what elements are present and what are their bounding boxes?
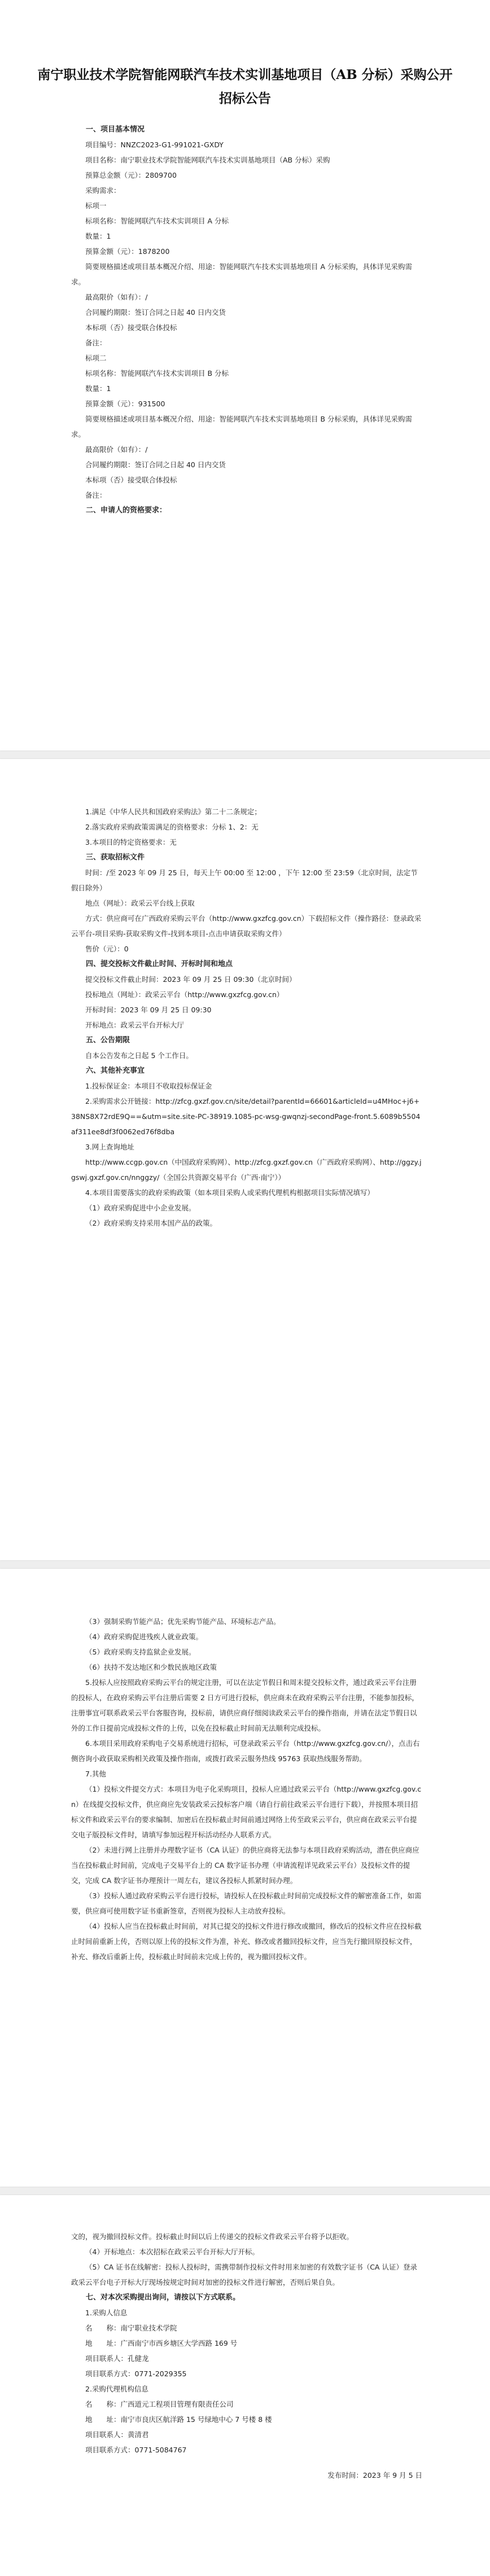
paragraph: 简要规格描述或项目基本概况介绍、用途：智能网联汽车技术实训基地项目 A 分标采购，具体详见采购需求。 bbox=[71, 262, 412, 286]
paragraph: 7.其他 bbox=[85, 1770, 106, 1778]
paragraph: 开标时间：2023 年 09 月 25 日 09:30 bbox=[85, 1006, 212, 1014]
paragraph: （6）扶持不发达地区和少数民族地区政策 bbox=[85, 1663, 217, 1671]
page-4-content bbox=[71, 2229, 422, 2483]
section-heading: 五、公告期限 bbox=[86, 1036, 130, 1045]
paragraph: 名 称：南宁职业技术学院 bbox=[85, 2324, 177, 2332]
paragraph: （4）政府采购促进残疾人就业政策。 bbox=[85, 1633, 203, 1641]
paragraph: 2.采购代理机构信息 bbox=[85, 2385, 148, 2393]
paragraph: 标项二 bbox=[85, 354, 107, 362]
page-1-content bbox=[71, 122, 422, 518]
paragraph: 提交投标文件截止时间：2023 年 09 月 25 日 09:30（北京时间） bbox=[85, 975, 296, 984]
paragraph: 预算总金额（元）：2809700 bbox=[85, 171, 177, 179]
paragraph: 文的，视为撤回投标文件。投标截止时间以后上传递交的投标文件政采云平台将予以拒收。 bbox=[71, 2232, 354, 2241]
section-heading: 七、对本次采购提出询问，请按以下方式联系。 bbox=[86, 2293, 240, 2302]
paragraph: 项目联系人：黄清君 bbox=[85, 2430, 149, 2439]
page-3-content bbox=[71, 1614, 422, 1964]
paragraph: 时间：/至 2023 年 09 月 25 日，每天上午 00:00 至 12:00 ，下午 12:00 至 23:59（北京时间，法定节假日除外） bbox=[71, 868, 418, 892]
announcement-title: 南宁职业技术学院智能网联汽车技术实训基地项目（AB 分标）采购公开招标公告 bbox=[37, 67, 453, 106]
paragraph: （4）投标人应当在投标截止时间前，对其已提交的投标文件进行修改或撤回，修改后的投标文件应在投标截止时间前重新上传，否则以原上传的投标文件为准，补充、修改或者撤回投标文件，应当先行撤回原投标文件，补充、修改后重新上传，投标截止时间前未完成上传的，视为撤回投标文件。 bbox=[71, 1922, 422, 1961]
paragraph: 名 称：广西道元工程项目管理有限责任公司 bbox=[85, 2400, 234, 2408]
paragraph: 本标项（否）接受联合体投标 bbox=[85, 323, 177, 332]
page-2-content bbox=[71, 804, 422, 1231]
paragraph: 采购需求： bbox=[85, 186, 121, 195]
paragraph: （4）开标地点：本次招标在政采云平台开标大厅开标。 bbox=[85, 2248, 259, 2256]
paragraph: （1）投标文件提交方式：本项目为电子化采购项目，投标人应通过政采云平台（http://www.gxzfcg.gov.cn）在线提交投标文件，供应商应先安装政采云投标客户端（请自行前往政采云平台进行下载），并按照本项目招标文件和政采云平台的要求编制、加密后在投标截止时间前通过网络上传至政采云平台，供应商在政采云平台提交电子版投标文件时，请填写参加远程开标活动经办人联系方式。 bbox=[71, 1785, 422, 1839]
paragraph: 项目联系人：孔健龙 bbox=[85, 2354, 149, 2363]
paragraph: 标项名称：智能网联汽车技术实训项目 B 分标 bbox=[85, 369, 229, 378]
paragraph: 3.本项目的特定资格要求：无 bbox=[85, 838, 177, 846]
paragraph: 1.采购人信息 bbox=[85, 2309, 128, 2317]
paragraph: 预算金额（元）：1878200 bbox=[85, 247, 170, 256]
paragraph: 标项名称：智能网联汽车技术实训项目 A 分标 bbox=[85, 217, 229, 225]
paragraph: 最高限价（如有）：/ bbox=[85, 293, 148, 301]
paragraph: 数量：1 bbox=[85, 384, 111, 393]
paragraph: 自本公告发布之日起 5 个工作日。 bbox=[85, 1051, 193, 1060]
paragraph: 开标地点：政采云平台开标大厅 bbox=[85, 1021, 185, 1029]
paragraph: http://www.ccgp.gov.cn（中国政府采购网）、http://zfcg.gxzf.gov.cn（广西政府采购网）、http://ggzy.jgswj.gxzf.gov.cn/nnggzy/（全国公共资源交易平台（广西·南宁）） bbox=[71, 1158, 422, 1182]
document-page-4 bbox=[0, 2195, 490, 2576]
paragraph: 方式：供应商可在广西政府采购云平台（http://www.gxzfcg.gov.cn）下载招标文件（操作路径：登录政采云平台-项目采购-获取采购文件-找到本项目-点击申请获取采购文件） bbox=[71, 914, 422, 938]
paragraph: （3）投标人通过政府采购云平台进行投标，请投标人在投标截止时间前完成投标文件的解密准备工作，如需要，供应商可使用数字证书重新签章，否则视为投标人主动放弃投标。 bbox=[71, 1892, 422, 1915]
paragraph: 1.投标保证金：本项目不收取投标保证金 bbox=[85, 1082, 212, 1090]
paragraph: 2.落实政府采购政策需满足的资格要求：分标 1、2：无 bbox=[85, 823, 259, 831]
paragraph: 2.采购需求公开链接：http://zfcg.gxzf.gov.cn/site/detail?parentId=66601&articleId=u4MHoc+j6+38NS8X72rdE9Q==&utm=site.site-PC-38919.1085-pc-wsg-gwqnzj-secondPage-front.5.6089b5504af311ee8df3f0062ed76f8dba bbox=[71, 1097, 421, 1136]
paragraph: 预算金额（元）：931500 bbox=[85, 400, 165, 408]
section-heading: 六、其他补充事宜 bbox=[86, 1067, 145, 1075]
paragraph: 备注： bbox=[85, 491, 107, 499]
paragraph: （5）政府采购支持监狱企业发展。 bbox=[85, 1648, 196, 1656]
paragraph: （2）未进行网上注册并办理数字证书（CA 认证）的供应商将无法参与本项目政府采购活动，潜在供应商应当在投标截止时间前，完成电子交易平台上的 CA 数字证书办理（申请流程详见政采云平台）及投标文件的提交，完成 CA 数字证书办理预计一周左右，建议各投标人抓紧时间办理。 bbox=[71, 1846, 419, 1885]
publish-date: 发布时间：2023 年 9 月 5 日 bbox=[327, 2471, 422, 2480]
paragraph: 投标地点（网址）：政采云平台（http://www.gxzfcg.gov.cn） bbox=[85, 990, 284, 999]
paragraph: 项目名称：南宁职业技术学院智能网联汽车技术实训基地项目（AB 分标）采购 bbox=[85, 156, 330, 164]
paragraph: 合同履约期限：签订合同之日起 40 日内交货 bbox=[85, 460, 226, 469]
paragraph: 本标项（否）接受联合体投标 bbox=[85, 476, 177, 484]
document-page-3 bbox=[0, 1569, 490, 2187]
paragraph: 6.本项目采用政府采购电子交易系统进行招标，可登录政采云平台（http://www.gxzfcg.gov.cn/），点击右侧咨询小政获取采购相关政策及操作指南，或拨打政采云服务热线 95763 获取热线服务帮助。 bbox=[71, 1739, 420, 1763]
document-page-2 bbox=[0, 759, 490, 1560]
paragraph: 项目联系方式：0771-5084767 bbox=[85, 2446, 187, 2454]
paragraph: 4.本项目需要落实的政府采购政策（如本项目采购人或采购代理机构根据项目实际情况填写） bbox=[85, 1188, 374, 1197]
paragraph: 最高限价（如有）：/ bbox=[85, 445, 148, 454]
paragraph: 地 址：广西南宁市西乡塘区大学西路 169 号 bbox=[85, 2339, 238, 2347]
paragraph: （2）政府采购支持采用本国产品的政策。 bbox=[85, 1219, 217, 1227]
paragraph: 3.网上查询地址 bbox=[85, 1143, 134, 1151]
section-heading: 四、提交投标文件截止时间、开标时间和地点 bbox=[86, 960, 233, 968]
document-page-1 bbox=[0, 0, 490, 751]
paragraph: 项目编号：NNZC2023-G1-991021-GXDY bbox=[85, 141, 224, 149]
paragraph: 5.投标人应按照政府采购云平台的规定注册，可以在法定节假日和周末提交投标文件，通过政采云平台注册的投标人，在政府采购云平台注册后需要 2 日方可进行投标，供应商未在政府采购云平台注册，不能参加投标，注册事宜可联系政采云平台客服咨询，投标前，请供应商仔细阅读政采云平台的操作指南，并请在法定节假日以外的工作日提前完成投标文件的上传，以免在投标截止时间前无法顺利完成投标。 bbox=[71, 1678, 419, 1732]
paragraph: （1）政府采购促进中小企业发展。 bbox=[85, 1204, 196, 1212]
paragraph: 标项一 bbox=[85, 201, 107, 210]
paragraph: 备注： bbox=[85, 339, 107, 347]
paragraph: 地 址：南宁市良庆区航洋路 15 号绿地中心 7 号楼 8 楼 bbox=[85, 2415, 272, 2424]
paragraph: 合同履约期限：签订合同之日起 40 日内交货 bbox=[85, 308, 226, 317]
paragraph: 售价（元）：0 bbox=[85, 945, 129, 953]
paragraph: 地点（网址）：政采云平台线上获取 bbox=[85, 899, 195, 907]
section-heading: 三、获取招标文件 bbox=[86, 853, 145, 862]
paragraph: （3）强制采购节能产品；优先采购节能产品、环境标志产品。 bbox=[85, 1617, 281, 1626]
paragraph: （5）CA 证书在线解密：投标人投标时，需携带制作投标文件时用来加密的有效数字证书（CA 认证）登录政采云平台电子开标大厅现场按规定时间对加密的投标文件进行解密，否则后果自负。 bbox=[71, 2263, 417, 2287]
paragraph: 项目联系方式：0771-2029355 bbox=[85, 2369, 187, 2378]
paragraph: 数量：1 bbox=[85, 232, 111, 240]
section-heading: 一、项目基本情况 bbox=[86, 125, 145, 134]
section-heading: 二、申请人的资格要求： bbox=[86, 506, 167, 515]
paragraph: 简要规格描述或项目基本概况介绍、用途：智能网联汽车技术实训基地项目 B 分标采购，具体详见采购需求。 bbox=[71, 415, 413, 438]
paragraph: 1.满足《中华人民共和国政府采购法》第二十二条规定； bbox=[85, 808, 261, 816]
